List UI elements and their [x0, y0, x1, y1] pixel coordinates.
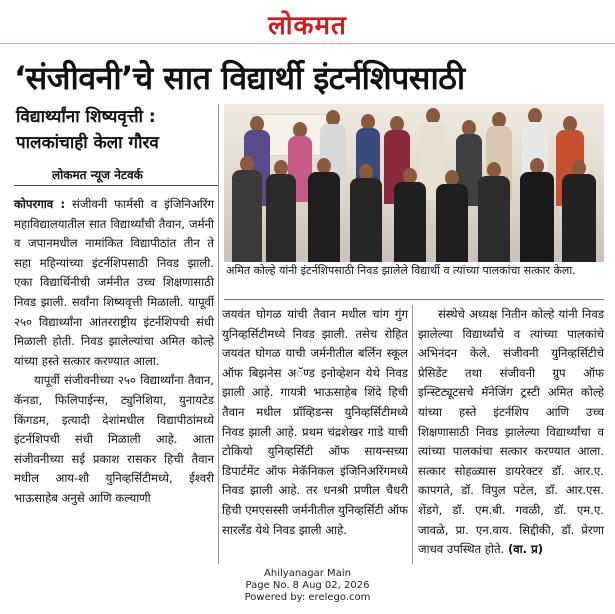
subhead-line-2: पालकांचाही केला गौरव — [16, 133, 159, 153]
photo-caption: अमित कोल्हे यांनी इंटर्नशिपसाठी निवड झालेले विद्यार्थी व त्यांच्या पालकांचा सत्कार केला. — [226, 264, 576, 277]
article-photo — [224, 104, 604, 262]
article-column-1 — [14, 195, 214, 509]
article-paragraph — [14, 195, 214, 371]
byline-rule — [14, 185, 218, 186]
masthead-rule — [0, 43, 615, 44]
caption-rule — [224, 299, 604, 300]
photo-person — [520, 158, 554, 262]
byline: लोकमत न्यूज नेटवर्क — [52, 168, 143, 182]
page-and-date: Page No. 8 Aug 02, 2026 — [245, 580, 370, 591]
article-column-3 — [418, 305, 604, 560]
photo-person — [232, 156, 262, 262]
photo-person — [436, 170, 468, 262]
page-footer — [0, 568, 615, 604]
photo-person — [266, 160, 296, 262]
photo-person — [562, 160, 596, 262]
subhead-line-1: विद्यार्थ्यांना शिष्यवृत्ती : — [16, 107, 156, 127]
photo-person — [350, 164, 382, 262]
paragraph-text: संजीवनी फार्मसी व इंजिनिअरिंग महाविद्यालयातील सात विद्यार्थ्यांची तैवान, जर्मनी व जपानमधील नामांकित विद्यापीठांत तीन ते सहा महिन्यांच्या इंटर्नशिपसाठी निवड झाली. एका विद्यार्थिनीची जर्मनीत उच्च शिक्षणासाठी निवड झाली. सर्वांना शिष्यवृत्ती मिळाली. यापूर्वी २५० विद्यार्थ्यांना आंतरराष्ट्रीय इंटर्नशिपची संधी मिळाली होती. निवड झालेल्यांचा अमित कोल्हे यांच्या हस्ते सत्कार करण्यात आला. — [14, 197, 214, 368]
masthead — [0, 0, 615, 44]
article-paragraph — [418, 305, 604, 560]
article-column-2 — [222, 305, 408, 540]
article-headline: ‘संजीवनी’चे सात विद्यार्थी इंटर्नशिपसाठी — [14, 59, 465, 97]
photo-person — [478, 162, 510, 262]
article-paragraph: यापूर्वी संजीवनीच्या २५० विद्यार्थ्यांना तैवान, कॅनडा, फिलिपाईन्स, ट्युनिशिया, युनायटेड किंगडम, इत्यादी देशांमधील विद्यापीठांमध्ये इंटर्नशिपची संधी मिळाली आहे. आता संजीवनीच्या सई प्रकाश रासकर हिची तैवान मधील आय-शौ युनिव्हर्सिटीमध्ये, ईश्वरी भाऊसाहेब अनुसे आणि कल्याणी — [14, 373, 214, 505]
article-subhead — [16, 104, 212, 156]
paragraph-text: संस्थेचे अध्यक्ष नितीन कोल्हे यांनी निवड झालेल्या विद्यार्थ्यांचे व त्यांच्या पालकांचे अभिनंदन केले. संजीवनी युनिव्हर्सिटीचे प्रेसिडेंट तथा संजीवनी ग्रुप ऑफ इन्स्टिट्यूटसचे मॅनेजिंग ट्रस्टी अमित कोल्हे यांच्या हस्ते इंटर्नशिप आणि उच्च शिक्षणासाठी निवड झालेल्या विद्यार्थ्यांचा व त्यांच्या पालकांचा सत्कार करण्यात आला. सत्कार सोहळ्यास डायरेक्टर डॉ. आर.ए. कापगते, डॉ. विपुल पटेल, डॉ. आर.एस. शेंडगे, डॉ. एम.बी. गवळी, डॉ. एम.ए. जावळे, प्रा. एन.वाय. सिद्दीकी, डॉ. प्रेरणा जाधव उपस्थित होते. — [418, 307, 604, 557]
dateline: कोपरगाव : — [14, 197, 66, 211]
newspaper-logo: लोकमत — [268, 11, 347, 41]
reporter-credit: (वा. प्र) — [507, 542, 544, 557]
edition-name: Ahilyanagar Main — [264, 568, 351, 579]
article-paragraph: जयवंत घोगळ यांची तैवान मधील चांग गुंग युनिव्हर्सिटीमध्ये निवड झाली. तसेच रोहित जयवंत घोगळ याची जर्मनीतील बर्लिन स्कूल ऑफ बिझनेस अॅण्ड इनोव्हेशन येथे निवड झाली आहे. गायत्री भाऊसाहेब शिंदे हिची तैवान मधील प्रॉव्हिडन्स युनिव्हर्सिटीमध्ये निवड झाली आहे. प्रथम चंद्रशेखर गाडे याची टोकियो युनिव्हर्सिटी ऑफ सायन्सच्या डिपार्टमेंट ऑफ मेकॅनिकल इंजिनिअरिंगमध्ये निवड झाली आहे. तर धनश्री प्रणील चैधरी हिची एमएसस्सी जर्मनीतील युनिव्हर्सिटी ऑफ सारलँड येथे निवड झाली आहे. — [222, 307, 408, 537]
photo-person — [394, 168, 426, 262]
photo-person — [308, 158, 340, 262]
powered-by: Powered by: erelego.com — [244, 592, 371, 603]
column-divider — [412, 305, 413, 564]
column-divider — [218, 104, 219, 564]
